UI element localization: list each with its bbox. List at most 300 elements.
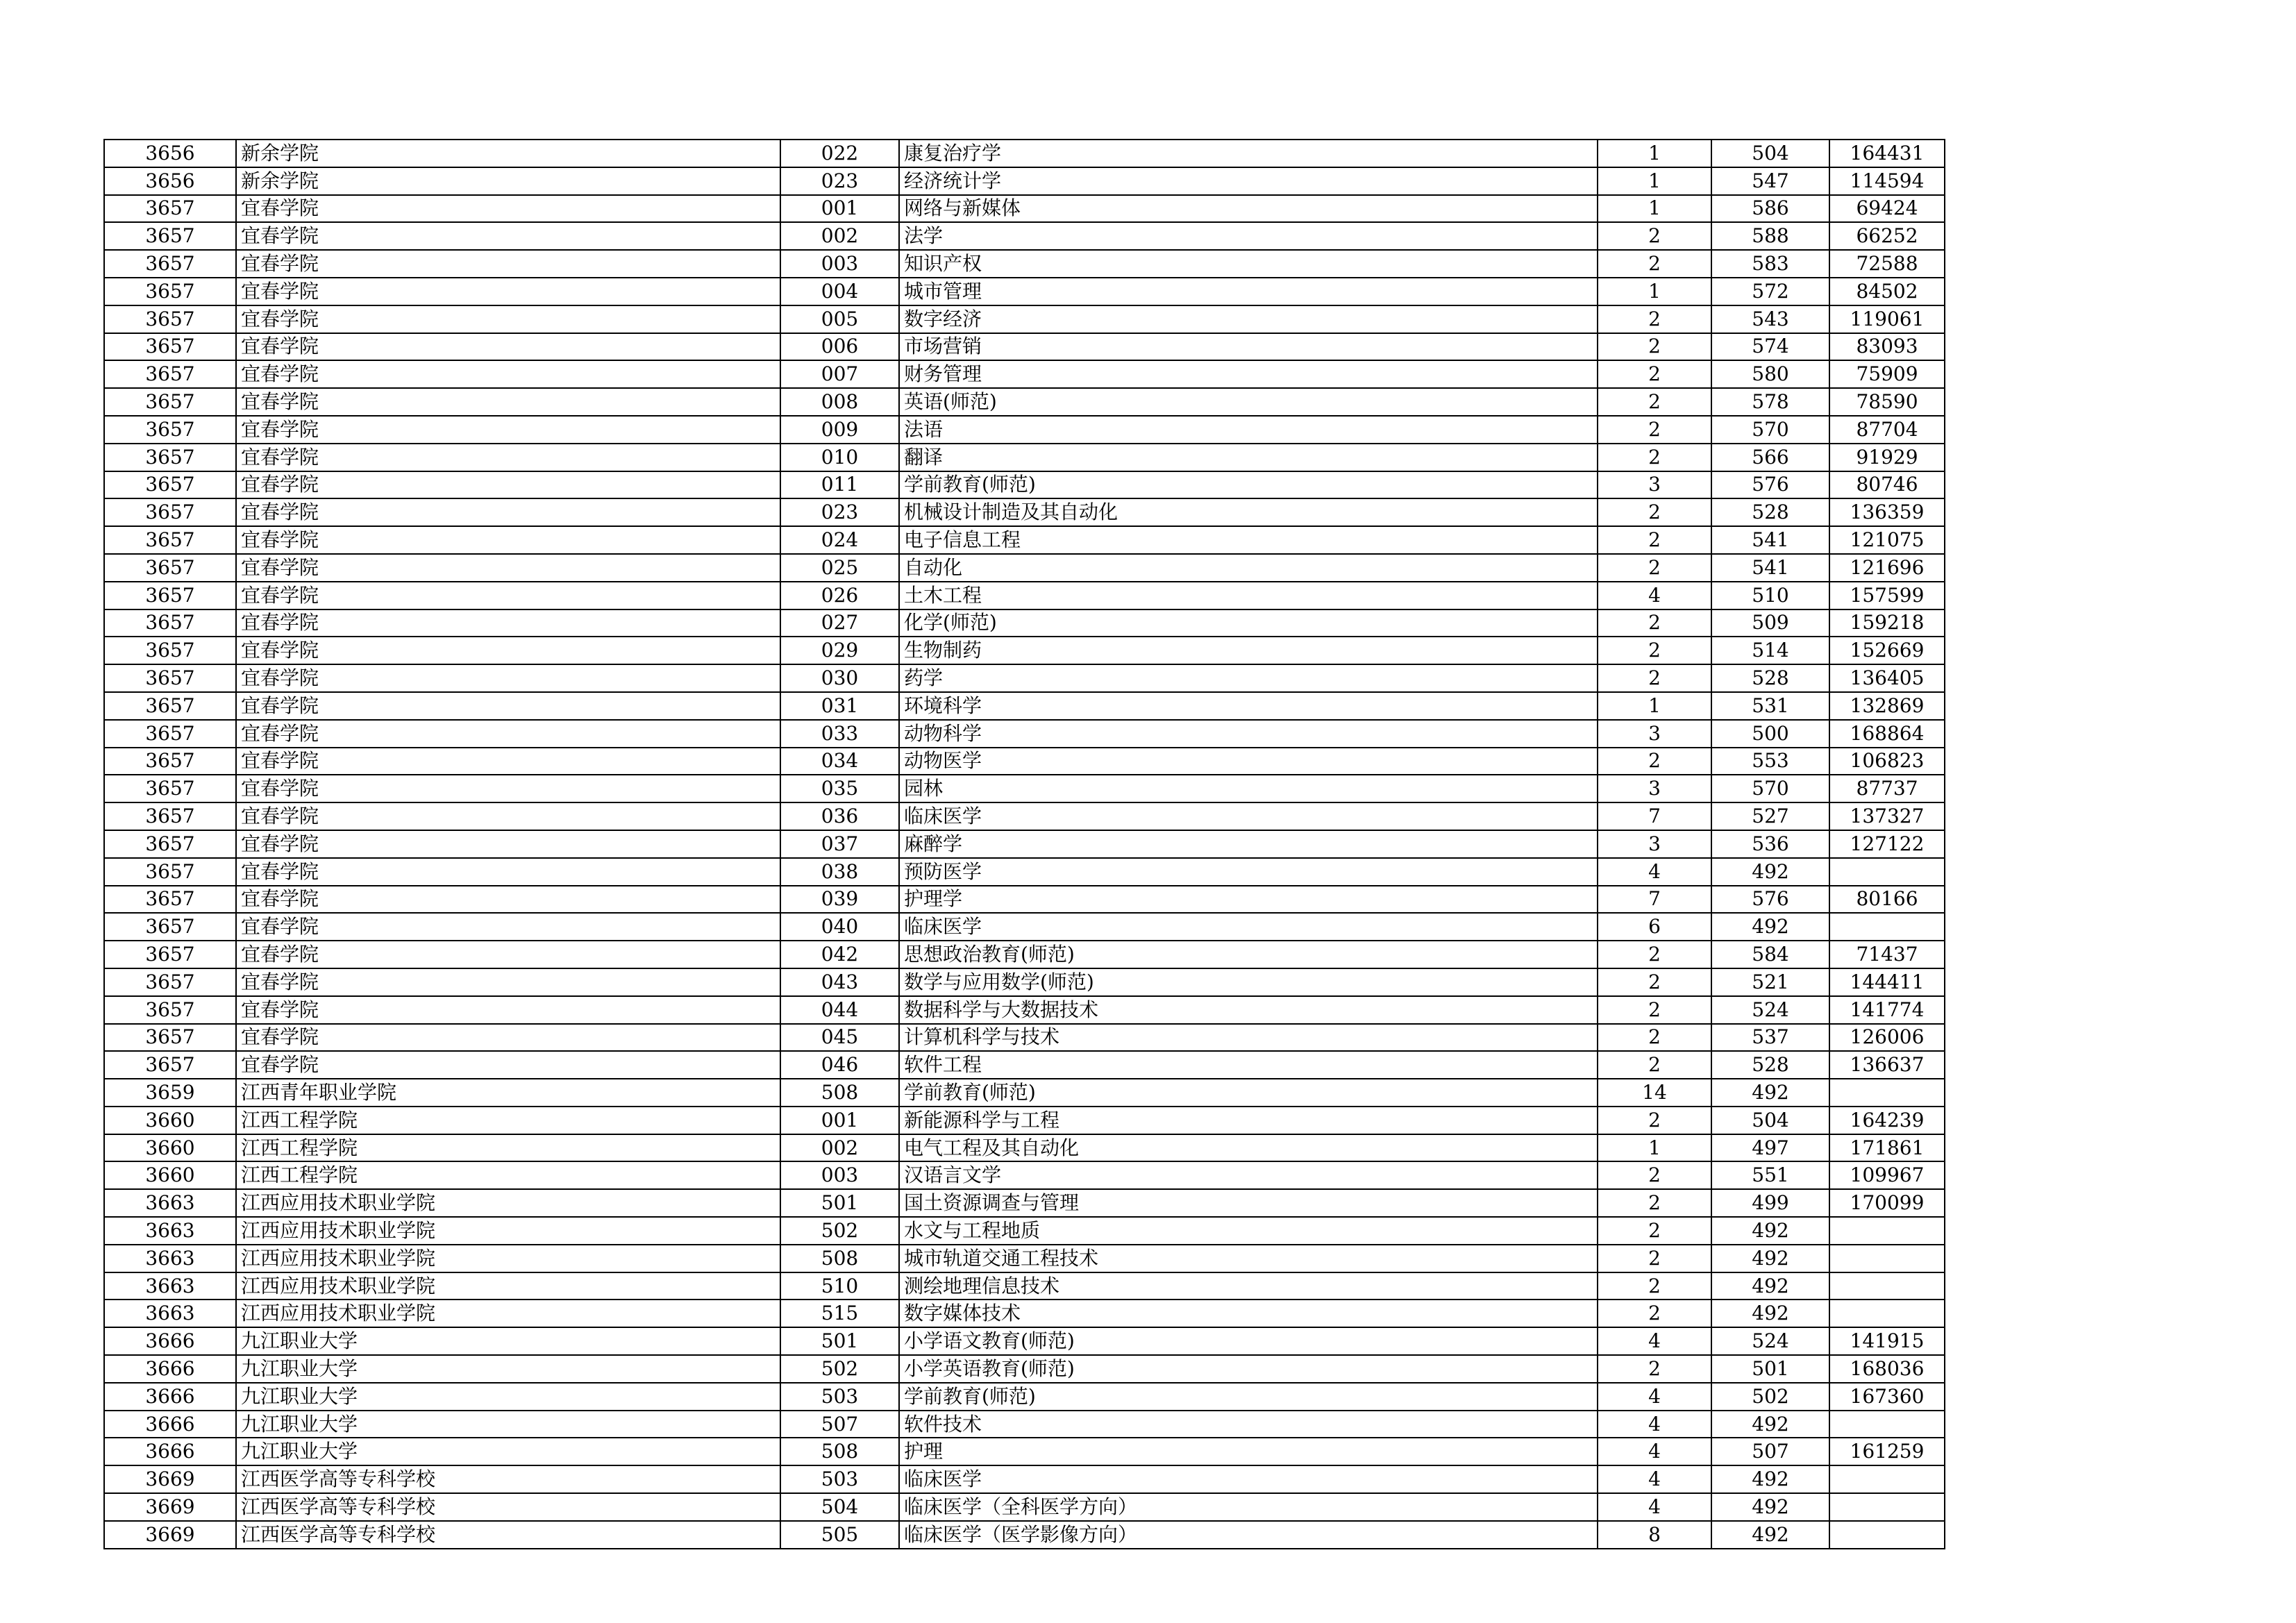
school-code-cell: 3660 (104, 1134, 236, 1162)
school-name-cell: 宜春学院 (236, 388, 780, 416)
school-code-cell: 3657 (104, 748, 236, 775)
min-rank-cell: 75909 (1829, 360, 1945, 388)
min-score-cell: 504 (1711, 1107, 1829, 1134)
table-row (104, 1521, 1945, 1549)
min-rank-cell: 84502 (1829, 278, 1945, 305)
major-code-cell: 004 (780, 278, 899, 305)
school-name-cell: 江西应用技术职业学院 (236, 1189, 780, 1217)
major-code-cell: 006 (780, 333, 899, 361)
school-code-cell: 3657 (104, 664, 236, 692)
min-rank-cell: 136405 (1829, 664, 1945, 692)
major-name-cell: 计算机科学与技术 (899, 1024, 1598, 1052)
major-code-cell: 036 (780, 802, 899, 830)
min-score-cell: 501 (1711, 1355, 1829, 1383)
min-score-cell: 492 (1711, 1272, 1829, 1300)
major-name-cell: 法语 (899, 416, 1598, 444)
school-name-cell: 宜春学院 (236, 471, 780, 499)
school-code-cell: 3657 (104, 996, 236, 1024)
min-score-cell: 574 (1711, 333, 1829, 361)
table-row (104, 664, 1945, 692)
min-score-cell: 521 (1711, 968, 1829, 996)
plan-count-cell: 4 (1598, 1411, 1711, 1438)
school-code-cell: 3669 (104, 1493, 236, 1521)
major-code-cell: 508 (780, 1079, 899, 1107)
min-rank-cell: 137327 (1829, 802, 1945, 830)
major-code-cell: 002 (780, 222, 899, 250)
plan-count-cell: 2 (1598, 1355, 1711, 1383)
table-row (104, 1272, 1945, 1300)
school-name-cell: 宜春学院 (236, 333, 780, 361)
major-name-cell: 药学 (899, 664, 1598, 692)
school-code-cell: 3657 (104, 278, 236, 305)
major-code-cell: 510 (780, 1272, 899, 1300)
min-rank-cell: 168864 (1829, 720, 1945, 748)
school-code-cell: 3657 (104, 1024, 236, 1052)
plan-count-cell: 2 (1598, 941, 1711, 968)
min-score-cell: 524 (1711, 996, 1829, 1024)
min-score-cell: 509 (1711, 609, 1829, 637)
min-rank-cell: 164431 (1829, 140, 1945, 167)
plan-count-cell: 7 (1598, 886, 1711, 914)
major-name-cell: 法学 (899, 222, 1598, 250)
plan-count-cell: 2 (1598, 1300, 1711, 1327)
table-row (104, 554, 1945, 582)
school-name-cell: 宜春学院 (236, 360, 780, 388)
min-score-cell: 492 (1711, 1079, 1829, 1107)
school-code-cell: 3657 (104, 913, 236, 941)
major-code-cell: 023 (780, 498, 899, 526)
table-row (104, 333, 1945, 361)
school-name-cell: 江西工程学院 (236, 1161, 780, 1189)
school-name-cell: 宜春学院 (236, 996, 780, 1024)
min-rank-cell: 144411 (1829, 968, 1945, 996)
school-name-cell: 宜春学院 (236, 250, 780, 278)
school-name-cell: 宜春学院 (236, 886, 780, 914)
school-name-cell: 新余学院 (236, 167, 780, 195)
school-code-cell: 3666 (104, 1411, 236, 1438)
major-code-cell: 507 (780, 1411, 899, 1438)
min-rank-cell: 72588 (1829, 250, 1945, 278)
min-rank-cell: 87704 (1829, 416, 1945, 444)
table-row (104, 830, 1945, 858)
major-name-cell: 思想政治教育(师范) (899, 941, 1598, 968)
major-name-cell: 园林 (899, 775, 1598, 802)
min-score-cell: 586 (1711, 195, 1829, 223)
min-score-cell: 588 (1711, 222, 1829, 250)
school-code-cell: 3657 (104, 444, 236, 471)
school-name-cell: 九江职业大学 (236, 1383, 780, 1411)
major-name-cell: 学前教育(师范) (899, 1079, 1598, 1107)
major-code-cell: 503 (780, 1383, 899, 1411)
table-row (104, 1300, 1945, 1327)
school-name-cell: 宜春学院 (236, 913, 780, 941)
school-code-cell: 3657 (104, 305, 236, 333)
school-code-cell: 3656 (104, 167, 236, 195)
school-code-cell: 3660 (104, 1107, 236, 1134)
major-name-cell: 翻译 (899, 444, 1598, 471)
min-score-cell: 528 (1711, 498, 1829, 526)
major-name-cell: 小学英语教育(师范) (899, 1355, 1598, 1383)
min-score-cell: 492 (1711, 913, 1829, 941)
major-code-cell: 022 (780, 140, 899, 167)
min-rank-cell: 121075 (1829, 526, 1945, 554)
school-code-cell: 3669 (104, 1465, 236, 1493)
major-name-cell: 土木工程 (899, 582, 1598, 609)
major-name-cell: 经济统计学 (899, 167, 1598, 195)
plan-count-cell: 1 (1598, 195, 1711, 223)
school-code-cell: 3657 (104, 471, 236, 499)
major-code-cell: 030 (780, 664, 899, 692)
major-code-cell: 508 (780, 1438, 899, 1465)
school-name-cell: 九江职业大学 (236, 1438, 780, 1465)
min-score-cell: 492 (1711, 1465, 1829, 1493)
table-row (104, 609, 1945, 637)
min-rank-cell: 167360 (1829, 1383, 1945, 1411)
plan-count-cell: 4 (1598, 858, 1711, 886)
school-code-cell: 3663 (104, 1300, 236, 1327)
major-name-cell: 生物制药 (899, 637, 1598, 664)
major-code-cell: 035 (780, 775, 899, 802)
min-score-cell: 500 (1711, 720, 1829, 748)
major-name-cell: 国土资源调查与管理 (899, 1189, 1598, 1217)
min-rank-cell (1829, 1300, 1945, 1327)
major-name-cell: 康复治疗学 (899, 140, 1598, 167)
plan-count-cell: 2 (1598, 968, 1711, 996)
major-code-cell: 003 (780, 250, 899, 278)
major-code-cell: 039 (780, 886, 899, 914)
plan-count-cell: 2 (1598, 498, 1711, 526)
min-score-cell: 514 (1711, 637, 1829, 664)
major-code-cell: 010 (780, 444, 899, 471)
major-code-cell: 042 (780, 941, 899, 968)
school-name-cell: 江西医学高等专科学校 (236, 1465, 780, 1493)
major-code-cell: 001 (780, 1107, 899, 1134)
major-code-cell: 034 (780, 748, 899, 775)
school-code-cell: 3657 (104, 360, 236, 388)
school-name-cell: 九江职业大学 (236, 1355, 780, 1383)
min-score-cell: 492 (1711, 858, 1829, 886)
plan-count-cell: 3 (1598, 471, 1711, 499)
major-name-cell: 数字媒体技术 (899, 1300, 1598, 1327)
min-score-cell: 566 (1711, 444, 1829, 471)
min-rank-cell (1829, 1521, 1945, 1549)
min-score-cell: 528 (1711, 1051, 1829, 1079)
major-code-cell: 504 (780, 1493, 899, 1521)
table-row (104, 1107, 1945, 1134)
major-code-cell: 031 (780, 692, 899, 720)
min-score-cell: 578 (1711, 388, 1829, 416)
table-row (104, 195, 1945, 223)
school-code-cell: 3657 (104, 968, 236, 996)
school-code-cell: 3657 (104, 637, 236, 664)
min-rank-cell: 136637 (1829, 1051, 1945, 1079)
table-row (104, 1355, 1945, 1383)
school-code-cell: 3657 (104, 830, 236, 858)
table-row (104, 886, 1945, 914)
major-name-cell: 数字经济 (899, 305, 1598, 333)
min-score-cell: 537 (1711, 1024, 1829, 1052)
min-score-cell: 492 (1711, 1521, 1829, 1549)
min-rank-cell (1829, 1245, 1945, 1272)
major-name-cell: 临床医学 (899, 1465, 1598, 1493)
admission-table (103, 139, 1945, 1549)
min-rank-cell: 80746 (1829, 471, 1945, 499)
major-name-cell: 电气工程及其自动化 (899, 1134, 1598, 1162)
school-name-cell: 宜春学院 (236, 305, 780, 333)
major-name-cell: 机械设计制造及其自动化 (899, 498, 1598, 526)
major-code-cell: 008 (780, 388, 899, 416)
min-score-cell: 576 (1711, 471, 1829, 499)
table-row (104, 416, 1945, 444)
min-score-cell: 576 (1711, 886, 1829, 914)
school-name-cell: 宜春学院 (236, 802, 780, 830)
plan-count-cell: 3 (1598, 830, 1711, 858)
major-code-cell: 503 (780, 1465, 899, 1493)
min-score-cell: 541 (1711, 526, 1829, 554)
table-body (104, 140, 1945, 1549)
table-row (104, 1217, 1945, 1245)
major-name-cell: 网络与新媒体 (899, 195, 1598, 223)
plan-count-cell: 4 (1598, 1327, 1711, 1355)
table-row (104, 1051, 1945, 1079)
school-name-cell: 宜春学院 (236, 830, 780, 858)
min-score-cell: 580 (1711, 360, 1829, 388)
major-code-cell: 029 (780, 637, 899, 664)
major-code-cell: 046 (780, 1051, 899, 1079)
min-rank-cell: 106823 (1829, 748, 1945, 775)
min-rank-cell: 141774 (1829, 996, 1945, 1024)
min-score-cell: 536 (1711, 830, 1829, 858)
school-name-cell: 江西医学高等专科学校 (236, 1521, 780, 1549)
major-code-cell: 033 (780, 720, 899, 748)
school-code-cell: 3663 (104, 1272, 236, 1300)
min-score-cell: 504 (1711, 140, 1829, 167)
table-row (104, 720, 1945, 748)
table-row (104, 802, 1945, 830)
major-name-cell: 小学语文教育(师范) (899, 1327, 1598, 1355)
major-code-cell: 045 (780, 1024, 899, 1052)
major-code-cell: 011 (780, 471, 899, 499)
major-name-cell: 临床医学（医学影像方向） (899, 1521, 1598, 1549)
major-name-cell: 化学(师范) (899, 609, 1598, 637)
school-code-cell: 3657 (104, 498, 236, 526)
major-name-cell: 城市轨道交通工程技术 (899, 1245, 1598, 1272)
min-rank-cell: 152669 (1829, 637, 1945, 664)
min-rank-cell: 132869 (1829, 692, 1945, 720)
min-rank-cell (1829, 1272, 1945, 1300)
major-name-cell: 自动化 (899, 554, 1598, 582)
major-code-cell: 005 (780, 305, 899, 333)
major-code-cell: 009 (780, 416, 899, 444)
school-name-cell: 宜春学院 (236, 858, 780, 886)
major-name-cell: 英语(师范) (899, 388, 1598, 416)
table-row (104, 1438, 1945, 1465)
school-name-cell: 宜春学院 (236, 775, 780, 802)
major-name-cell: 护理学 (899, 886, 1598, 914)
min-score-cell: 492 (1711, 1493, 1829, 1521)
school-name-cell: 江西医学高等专科学校 (236, 1493, 780, 1521)
plan-count-cell: 2 (1598, 1245, 1711, 1272)
min-rank-cell: 136359 (1829, 498, 1945, 526)
min-score-cell: 492 (1711, 1300, 1829, 1327)
school-name-cell: 江西工程学院 (236, 1134, 780, 1162)
min-rank-cell: 170099 (1829, 1189, 1945, 1217)
school-name-cell: 宜春学院 (236, 416, 780, 444)
school-name-cell: 九江职业大学 (236, 1327, 780, 1355)
table-row (104, 250, 1945, 278)
min-rank-cell: 171861 (1829, 1134, 1945, 1162)
plan-count-cell: 4 (1598, 1438, 1711, 1465)
table-row (104, 1161, 1945, 1189)
plan-count-cell: 2 (1598, 1161, 1711, 1189)
school-code-cell: 3666 (104, 1327, 236, 1355)
major-code-cell: 001 (780, 195, 899, 223)
major-code-cell: 508 (780, 1245, 899, 1272)
school-name-cell: 江西应用技术职业学院 (236, 1245, 780, 1272)
school-name-cell: 宜春学院 (236, 498, 780, 526)
major-code-cell: 502 (780, 1355, 899, 1383)
major-code-cell: 037 (780, 830, 899, 858)
min-rank-cell: 91929 (1829, 444, 1945, 471)
school-code-cell: 3657 (104, 222, 236, 250)
school-name-cell: 江西青年职业学院 (236, 1079, 780, 1107)
major-name-cell: 动物科学 (899, 720, 1598, 748)
major-name-cell: 学前教育(师范) (899, 471, 1598, 499)
min-rank-cell (1829, 1465, 1945, 1493)
major-code-cell: 026 (780, 582, 899, 609)
school-name-cell: 宜春学院 (236, 968, 780, 996)
school-code-cell: 3663 (104, 1217, 236, 1245)
major-code-cell: 023 (780, 167, 899, 195)
school-name-cell: 宜春学院 (236, 582, 780, 609)
school-name-cell: 宜春学院 (236, 526, 780, 554)
min-score-cell: 553 (1711, 748, 1829, 775)
school-code-cell: 3657 (104, 1051, 236, 1079)
table-row (104, 1024, 1945, 1052)
school-code-cell: 3657 (104, 802, 236, 830)
min-rank-cell: 109967 (1829, 1161, 1945, 1189)
table-row (104, 526, 1945, 554)
major-name-cell: 环境科学 (899, 692, 1598, 720)
plan-count-cell: 3 (1598, 775, 1711, 802)
min-score-cell: 507 (1711, 1438, 1829, 1465)
major-name-cell: 数学与应用数学(师范) (899, 968, 1598, 996)
table-row (104, 471, 1945, 499)
min-rank-cell: 114594 (1829, 167, 1945, 195)
table-row (104, 360, 1945, 388)
min-score-cell: 572 (1711, 278, 1829, 305)
table-row (104, 913, 1945, 941)
min-rank-cell: 159218 (1829, 609, 1945, 637)
school-name-cell: 宜春学院 (236, 748, 780, 775)
school-code-cell: 3657 (104, 941, 236, 968)
min-score-cell: 543 (1711, 305, 1829, 333)
plan-count-cell: 2 (1598, 1272, 1711, 1300)
min-rank-cell: 161259 (1829, 1438, 1945, 1465)
major-code-cell: 025 (780, 554, 899, 582)
plan-count-cell: 2 (1598, 360, 1711, 388)
school-code-cell: 3666 (104, 1383, 236, 1411)
school-name-cell: 江西应用技术职业学院 (236, 1272, 780, 1300)
table-row (104, 1383, 1945, 1411)
table-row (104, 222, 1945, 250)
major-code-cell: 044 (780, 996, 899, 1024)
plan-count-cell: 3 (1598, 720, 1711, 748)
major-name-cell: 软件工程 (899, 1051, 1598, 1079)
min-rank-cell: 66252 (1829, 222, 1945, 250)
min-rank-cell: 83093 (1829, 333, 1945, 361)
plan-count-cell: 2 (1598, 1217, 1711, 1245)
major-name-cell: 临床医学 (899, 913, 1598, 941)
min-rank-cell: 69424 (1829, 195, 1945, 223)
plan-count-cell: 2 (1598, 416, 1711, 444)
table-row (104, 1134, 1945, 1162)
school-name-cell: 江西工程学院 (236, 1107, 780, 1134)
min-score-cell: 499 (1711, 1189, 1829, 1217)
min-score-cell: 524 (1711, 1327, 1829, 1355)
school-name-cell: 宜春学院 (236, 720, 780, 748)
school-name-cell: 宜春学院 (236, 664, 780, 692)
table-row (104, 748, 1945, 775)
school-name-cell: 江西应用技术职业学院 (236, 1300, 780, 1327)
table-row (104, 941, 1945, 968)
school-code-cell: 3657 (104, 582, 236, 609)
min-score-cell: 551 (1711, 1161, 1829, 1189)
plan-count-cell: 2 (1598, 637, 1711, 664)
table-row (104, 968, 1945, 996)
school-name-cell: 宜春学院 (236, 941, 780, 968)
plan-count-cell: 1 (1598, 167, 1711, 195)
school-code-cell: 3657 (104, 858, 236, 886)
school-code-cell: 3657 (104, 526, 236, 554)
major-name-cell: 临床医学 (899, 802, 1598, 830)
major-code-cell: 007 (780, 360, 899, 388)
major-name-cell: 麻醉学 (899, 830, 1598, 858)
plan-count-cell: 4 (1598, 1493, 1711, 1521)
table-row (104, 1411, 1945, 1438)
school-code-cell: 3659 (104, 1079, 236, 1107)
major-name-cell: 水文与工程地质 (899, 1217, 1598, 1245)
school-code-cell: 3666 (104, 1438, 236, 1465)
school-code-cell: 3657 (104, 692, 236, 720)
plan-count-cell: 2 (1598, 222, 1711, 250)
min-score-cell: 570 (1711, 775, 1829, 802)
table-row (104, 1245, 1945, 1272)
table-row (104, 167, 1945, 195)
table-row (104, 1465, 1945, 1493)
min-score-cell: 497 (1711, 1134, 1829, 1162)
table-row (104, 1327, 1945, 1355)
major-name-cell: 测绘地理信息技术 (899, 1272, 1598, 1300)
school-code-cell: 3657 (104, 720, 236, 748)
school-name-cell: 新余学院 (236, 140, 780, 167)
plan-count-cell: 2 (1598, 748, 1711, 775)
school-name-cell: 宜春学院 (236, 1024, 780, 1052)
school-code-cell: 3657 (104, 388, 236, 416)
table-row (104, 140, 1945, 167)
min-rank-cell: 127122 (1829, 830, 1945, 858)
plan-count-cell: 4 (1598, 1465, 1711, 1493)
major-name-cell: 软件技术 (899, 1411, 1598, 1438)
major-code-cell: 501 (780, 1189, 899, 1217)
major-code-cell: 502 (780, 1217, 899, 1245)
plan-count-cell: 2 (1598, 526, 1711, 554)
plan-count-cell: 2 (1598, 388, 1711, 416)
school-name-cell: 宜春学院 (236, 222, 780, 250)
school-name-cell: 宜春学院 (236, 444, 780, 471)
plan-count-cell: 2 (1598, 305, 1711, 333)
school-code-cell: 3657 (104, 416, 236, 444)
